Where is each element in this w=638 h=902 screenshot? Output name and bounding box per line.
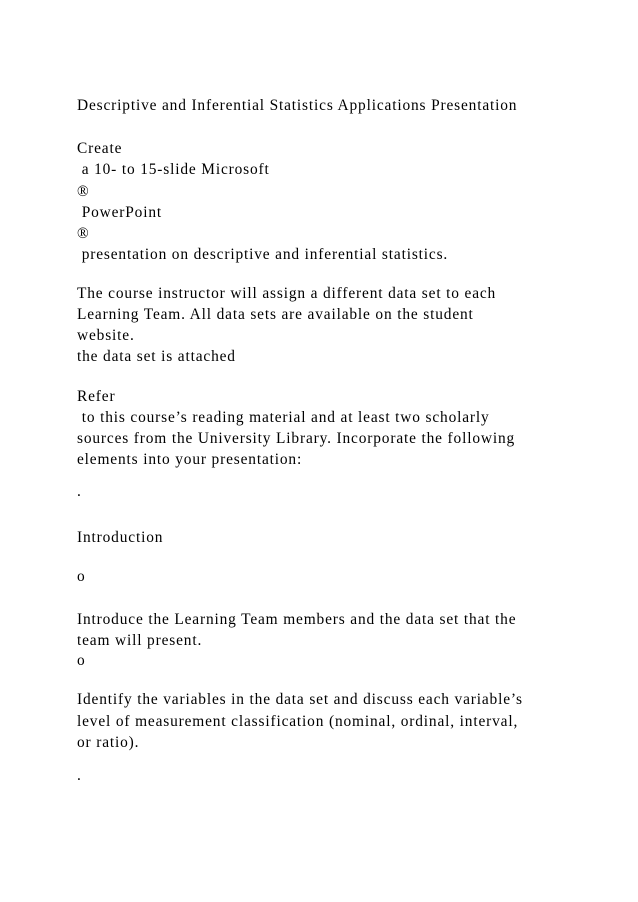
instructor-line-4: the data set is attached xyxy=(77,348,236,365)
identify-line-3: or ratio). xyxy=(77,734,140,751)
bullet-dot-1: . xyxy=(77,483,82,500)
instructor-line-2: Learning Team. All data sets are available on the student xyxy=(77,306,474,323)
refer-word: Refer xyxy=(77,388,116,405)
refer-line-3: elements into your presentation: xyxy=(77,451,303,468)
instructor-line-1: The course instructor will assign a different data set to each xyxy=(77,285,497,302)
create-line-1: a 10- to 15-slide Microsoft xyxy=(77,161,270,178)
introduce-line-2: team will present. xyxy=(77,632,203,649)
sub-bullet-o-1: o xyxy=(77,568,86,585)
refer-line-1: to this course’s reading material and at least two scholarly xyxy=(77,409,490,426)
create-word: Create xyxy=(77,140,123,157)
sub-bullet-o-2: o xyxy=(77,652,86,669)
document-title: Descriptive and Inferential Statistics Applications Presentation xyxy=(77,97,518,114)
create-line-3: presentation on descriptive and inferential statistics. xyxy=(77,246,449,263)
identify-line-2: level of measurement classification (nominal, ordinal, interval, xyxy=(77,713,519,730)
introduce-line-1: Introduce the Learning Team members and the data set that the xyxy=(77,611,517,628)
registered-mark-2: ® xyxy=(77,225,90,242)
registered-mark-1: ® xyxy=(77,183,90,200)
identify-line-1: Identify the variables in the data set and discuss each variable’s xyxy=(77,691,523,708)
create-line-2: PowerPoint xyxy=(77,204,163,221)
refer-line-2: sources from the University Library. Incorporate the following xyxy=(77,430,516,447)
bullet-dot-2: . xyxy=(77,767,82,784)
introduction-heading: Introduction xyxy=(77,529,164,546)
instructor-line-3: website. xyxy=(77,327,135,344)
